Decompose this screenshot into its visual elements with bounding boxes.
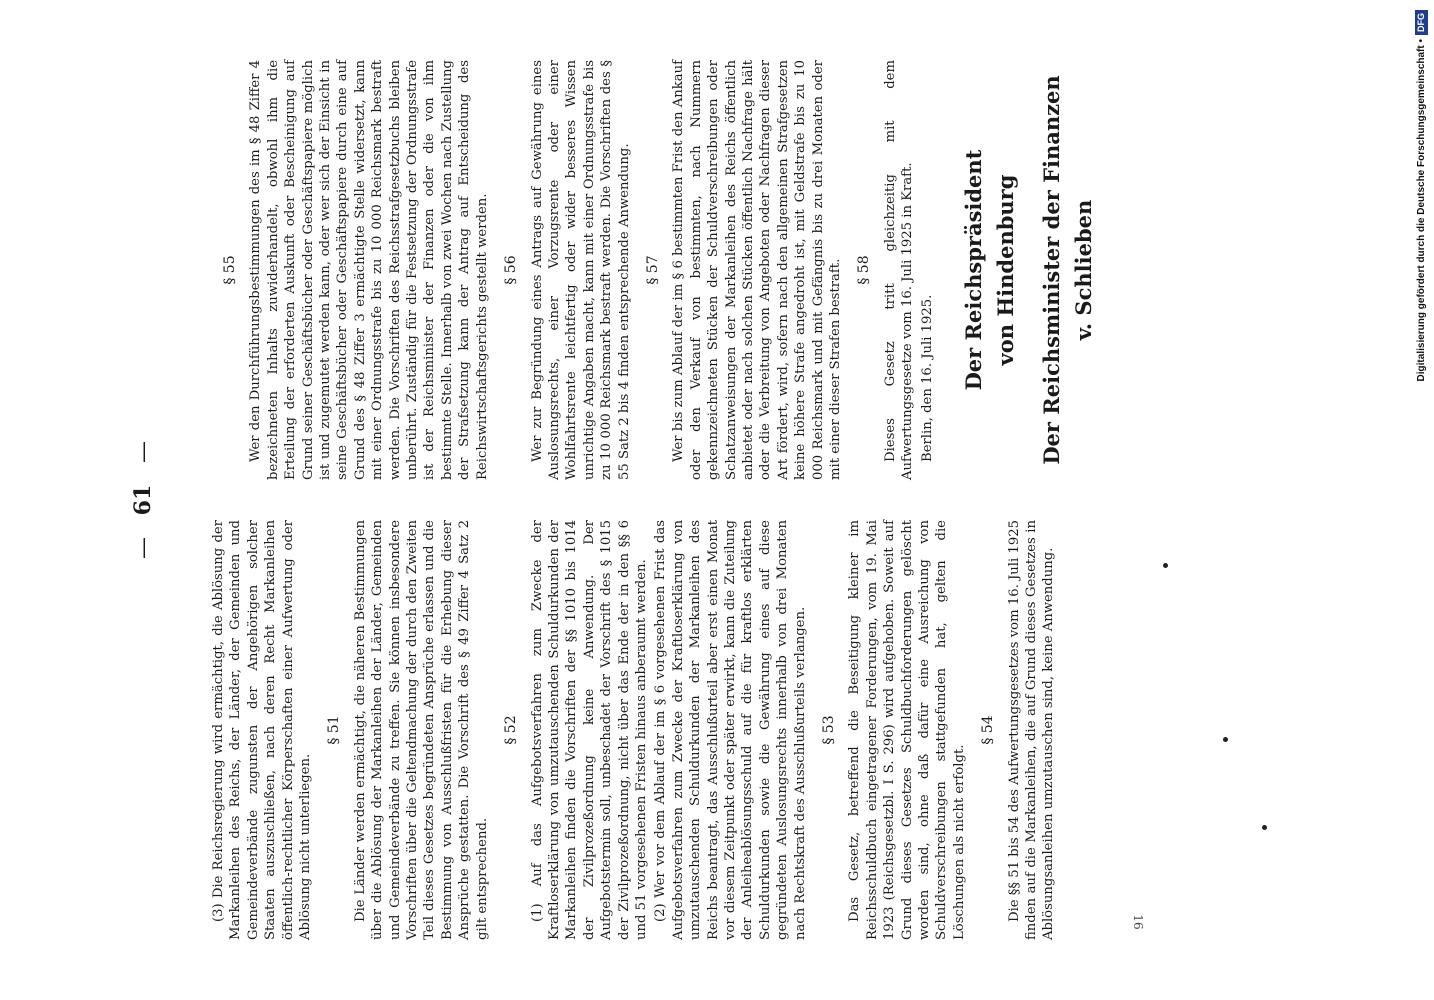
section-56-title: § 56 bbox=[503, 255, 520, 285]
section-51-title: § 51 bbox=[326, 715, 343, 745]
header-dash-left: — bbox=[131, 536, 156, 559]
section-52-paragraph-1: (1) Auf das Aufgebotsverfahren zum Zwecke der Kraftloserklärung von umzutauschenden Schuldurkunden der Markanleihen finden die Vorschriften der §§ 1010 bis 1014 der Zivilprozeßordnung keine Anwendung. Der Aufgebotstermin soll, unbeschadet der Vorschrift des § 1015 der Zivilprozeßordnung, nicht über das Ende der in den §§ 6 und 51 vorgesehenen Fristen hinaus anberaumt werden. bbox=[529, 520, 649, 940]
right-column bbox=[210, 60, 1100, 480]
section-58-title: § 58 bbox=[856, 255, 873, 285]
section-55-text: Wer den Durchführungsbestimmungen des im § 48 Ziffer 4 bezeichneten Inhalts zuwiderhandelt, obwohl ihm die Erteilung der erforderten Auskunft oder Bescheinigung auf Grund seiner Geschäftsbücher oder Geschäftspapiere möglich ist und zugemutet werden kann, oder wer sich der Einsicht in seine Geschäftsbücher oder Geschäftspapiere durch eine auf Grund des § 48 Ziffer 3 ermächtigte Stelle widersetzt, kann mit einer Ordnungsstrafe bis zu 10 000 Reichsmark bestraft werden. Die Vorschriften des Reichsstrafgesetzbuchs bleiben unberührt. Zuständig für die Festsetzung der Ordnungsstrafe ist der Reichsminister der Finanzen oder die von ihm bestimmte Stelle. Innerhalb von zwei Wochen nach Zustellung der Strafsetzung kann der Antrag auf Entscheidung des Reichswirtschaftsgerichts gestellt werden. bbox=[248, 60, 490, 480]
footer-page-number: 16 bbox=[1131, 914, 1145, 930]
signature-minister-name: v. Schlieben bbox=[1071, 199, 1097, 341]
place-date: Berlin, den 16. Juli 1925. bbox=[919, 294, 935, 462]
left-column bbox=[210, 520, 1060, 940]
dfg-logo-badge: DFG bbox=[1415, 10, 1428, 35]
section-51-text: Die Länder werden ermächtigt, die näheren Bestimmungen über die Ablösung der Markanleihen der Länder, Gemeinden und Gemeindeverbände zu treffen. Sie können insbesondere Vorschriften über die Geltendmachung der durch den Zweiten Teil dieses Gesetzes begründeten Ansprüche erlassen und die Bestimmung von Ausschlußfristen für die Erhebung dieser Ansprüche gestatten. Die Vorschrift des § 49 Ziffer 4 Satz 2 gilt entsprechend. bbox=[352, 520, 490, 940]
section-52-title: § 52 bbox=[503, 715, 520, 745]
section-53-title: § 53 bbox=[821, 715, 837, 745]
header-dash-right: — bbox=[131, 441, 156, 464]
section-53-text: Das Gesetz, betreffend die Beseitigung kleiner im Reichsschuldbuch eingetragener Forderungen, vom 19. Mai 1923 (Reichsgesetzbl. I S. 296) wird aufgehoben. Soweit auf Grund dieses Gesetzes Schuldbuchforderungen gelöscht worden sind, ohne daß dafür eine Ausreichung von Schuldverschreibungen stattgefunden hat, gelten die Löschungen als nicht erfolgt. bbox=[847, 520, 967, 940]
scan-speck bbox=[1163, 563, 1168, 568]
section-52-paragraph-2: (2) Wer vor dem Ablauf der im § 6 vorgesehenen Frist das Aufgebotsverfahren zum Zwecke der Kraftloserklärung von umzutauschenden Schuldurkunden der Markanleihen des Reichs beantragt, das Ausschlußurteil aber erst einen Monat vor diesem Zeitpunkt oder später erwirkt, kann die Zuteilung der Anleiheablösungsschuld auf die für kraftlos erklärten Schuldurkunden sowie die Gewährung eines auf diese gegründeten Auslosungsrechts innerhalb von drei Monaten nach Rechtskraft des Ausschlußurteils verlangen. bbox=[653, 520, 808, 940]
section-54-title: § 54 bbox=[980, 715, 997, 745]
page-number: 61 bbox=[130, 484, 156, 516]
section-58-text: Dieses Gesetz tritt gleichzeitig mit dem Aufwertungsgesetze vom 16. Juli 1925 in Kraft. bbox=[882, 60, 916, 480]
rotated-document-page bbox=[130, 20, 1430, 980]
signature-minister-title: Der Reichsminister der Finanzen bbox=[1039, 75, 1065, 465]
section-54-text: Die §§ 51 bis 54 des Aufwertungsgesetzes vom 16. Juli 1925 finden auf die Markanleihen, die auf Grund dieses Gesetzes in Ablösungsanleihen umzutauschen sind, keine Anwendung. bbox=[1006, 520, 1057, 940]
dfg-sidebar bbox=[1408, 10, 1434, 390]
section-56-text: Wer zur Begründung eines Antrags auf Gewährung eines Auslosungsrechts, einer Vorzugsrente oder einer Wohlfahrtsrente leichtfertig oder wider besseres Wissen unrichtige Angaben macht, kann mit einer Ordnungsstrafe bis zu 10 000 Reichsmark bestraft werden. Die Vorschriften des § 55 Satz 2 bis 4 finden entsprechende Anwendung. bbox=[529, 60, 632, 480]
scan-speck bbox=[1223, 737, 1228, 742]
digitization-credit bbox=[1410, 10, 1434, 390]
signature-president-title: Der Reichspräsident bbox=[961, 149, 987, 391]
section-57-text: Wer bis zum Ablauf der im § 6 bestimmten Frist den Ankauf oder den Verkauf von bestimmten, nach Nummern gekennzeichneten Stücken der Schuldverschreibungen oder Schatzanweisungen der Markanleihen des Reichs öffentlich anbietet oder nach solchen Stücken öffentlich Nachfrage hält oder die Verbreitung von Angeboten oder Nachfragen dieser Art fördert, wird, sofern nach den allgemeinen Strafgesetzen keine höhere Strafe angedroht ist, mit Geldstrafe bis zu 10 000 Reichsmark und mit Gefängnis bis zu drei Monaten oder mit einer dieser Strafen bestraft. bbox=[671, 60, 843, 480]
digitization-credit-text: Digitalisierung gefördert durch die Deutsche Forschungsgemeinschaft • bbox=[1416, 39, 1427, 382]
paragraph-50-3: (3) Die Reichsregierung wird ermächtigt, die Ablösung der Markanleihen des Reichs, der Länder, der Gemeinden und Gemeindeverbände zugunsten der Angehörigen solcher Staaten auszuschließen, nach deren Recht Markanleihen öffentlich-rechtlicher Körperschaften einer Aufwertung oder Ablösung nicht unterliegen. bbox=[211, 520, 314, 940]
page-header bbox=[130, 20, 180, 980]
section-57-title: § 57 bbox=[644, 255, 661, 285]
signature-president-name: von Hindenburg bbox=[993, 174, 1019, 366]
scan-speck bbox=[1262, 825, 1267, 830]
section-55-title: § 55 bbox=[222, 255, 238, 285]
